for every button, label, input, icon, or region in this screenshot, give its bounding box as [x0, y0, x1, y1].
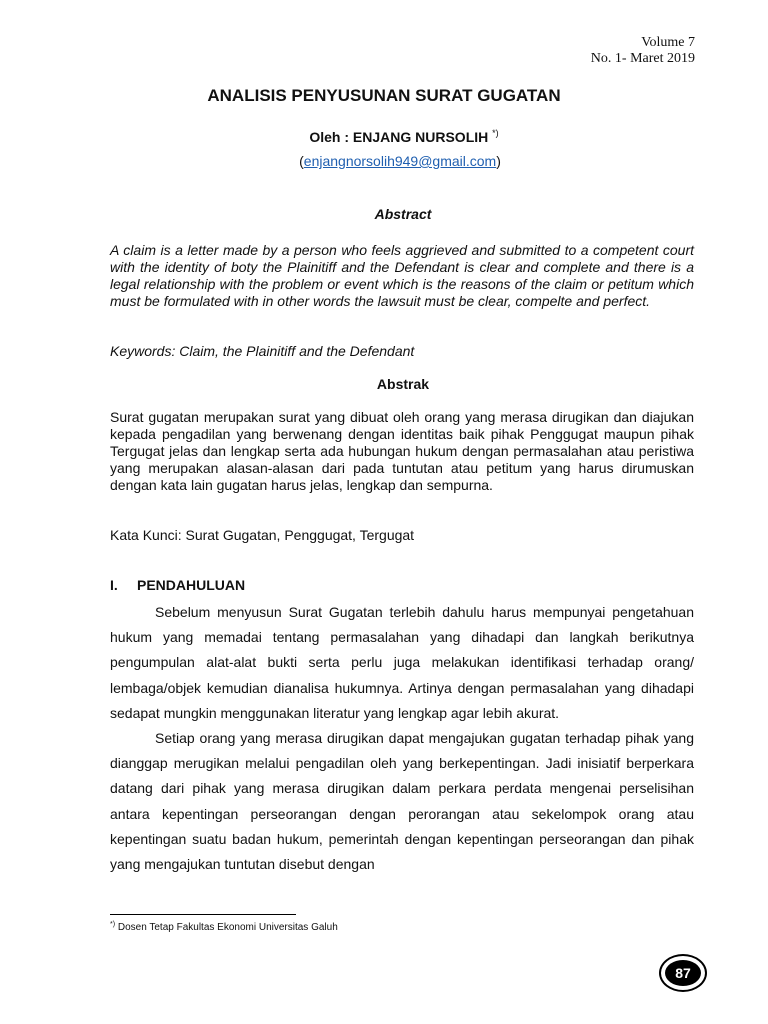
email-close-paren: ) [496, 153, 501, 169]
email-open-paren: ( [299, 153, 304, 169]
section-heading [110, 577, 245, 593]
author-email-line [0, 153, 768, 169]
keywords-english: Keywords: Claim, the Plainitiff and the Defendant [110, 343, 415, 359]
author-line [0, 128, 768, 145]
abstract-heading: Abstract [374, 206, 432, 222]
body-paragraph: Setiap orang yang merasa dirugikan dapat mengajukan gugatan terhadap pihak yang dianggap merugikan melalui pengadilan oleh yang berkepentingan. Jadi inisiatif berperkara datang dari pihak yang merasa dirugikan dalam perkara perdata mengenai perselisihan antara kepentingan perseorangan dengan perorangan atau sekelompok orang atau kepentingan suatu badan hukum, pemerintah dengan kepentingan perseorangan dan pihak yang mengajukan tuntutan disebut dengan [110, 730, 694, 873]
volume-label: Volume 7 [641, 35, 695, 50]
issue-label: No. 1- Maret 2019 [590, 51, 695, 66]
author-email-link[interactable]: enjangnorsolih949@gmail.com [303, 153, 497, 169]
abstrak-indonesian-text: Surat gugatan merupakan surat yang dibuat oleh orang yang merasa dirugikan dan diajukan kepada pengadilan yang berwenang dengan identitas baik pihak Penggugat maupun pihak Tergugat jelas dan lengkap serta ada hubungan hukum dengan permasalahan atau peristiwa yang merupakan alasan-alasan dari pada tuntutan atau petitum yang harus dirumuskan dengan kata lain gugatan harus jelas, lengkap dan sempurna. [110, 409, 694, 493]
footnote-marker: *) [110, 921, 116, 928]
author-footnote-marker: *) [492, 128, 499, 138]
section-title: PENDAHULUAN [137, 577, 246, 593]
footnote-divider [110, 914, 296, 915]
footnote-text: Dosen Tetap Fakultas Ekonomi Universitas Galuh [117, 922, 338, 933]
page-number: 87 [665, 960, 701, 986]
page-number-badge [659, 954, 707, 992]
section-number: I. [110, 577, 118, 593]
abstrak-heading: Abstrak [376, 376, 430, 392]
footnote [110, 921, 338, 933]
section-body [110, 600, 694, 877]
paper-title: ANALISIS PENYUSUNAN SURAT GUGATAN [207, 86, 561, 105]
abstract-english-text: A claim is a letter made by a person who feels aggrieved and submitted to a competent court with the identity of boty the Plainitiff and the Defendant is clear and complete and there is a legal relationship with the problem or event which is the reasons of the claim or petitum which must be formulated with in other words the lawsuit must be clear, compelte and perfect. [110, 242, 694, 309]
keywords-indonesian: Kata Kunci: Surat Gugatan, Penggugat, Tergugat [110, 527, 415, 543]
author-name: Oleh : ENJANG NURSOLIH [309, 129, 489, 145]
journal-header [591, 35, 695, 67]
body-paragraph: Sebelum menyusun Surat Gugatan terlebih dahulu harus mempunyai pengetahuan hukum yang memadai tentang permasalahan yang dihadapi dan langkah berikutnya pengumpulan alat-alat bukti serta perlu juga melakukan identifikasi terhadap orang/ lembaga/objek kemudian dianalisa hukumnya. Artinya dengan permasalahan yang dihadapi sedapat mungkin menggunakan literatur yang lengkap agar lebih akurat. [110, 604, 694, 721]
